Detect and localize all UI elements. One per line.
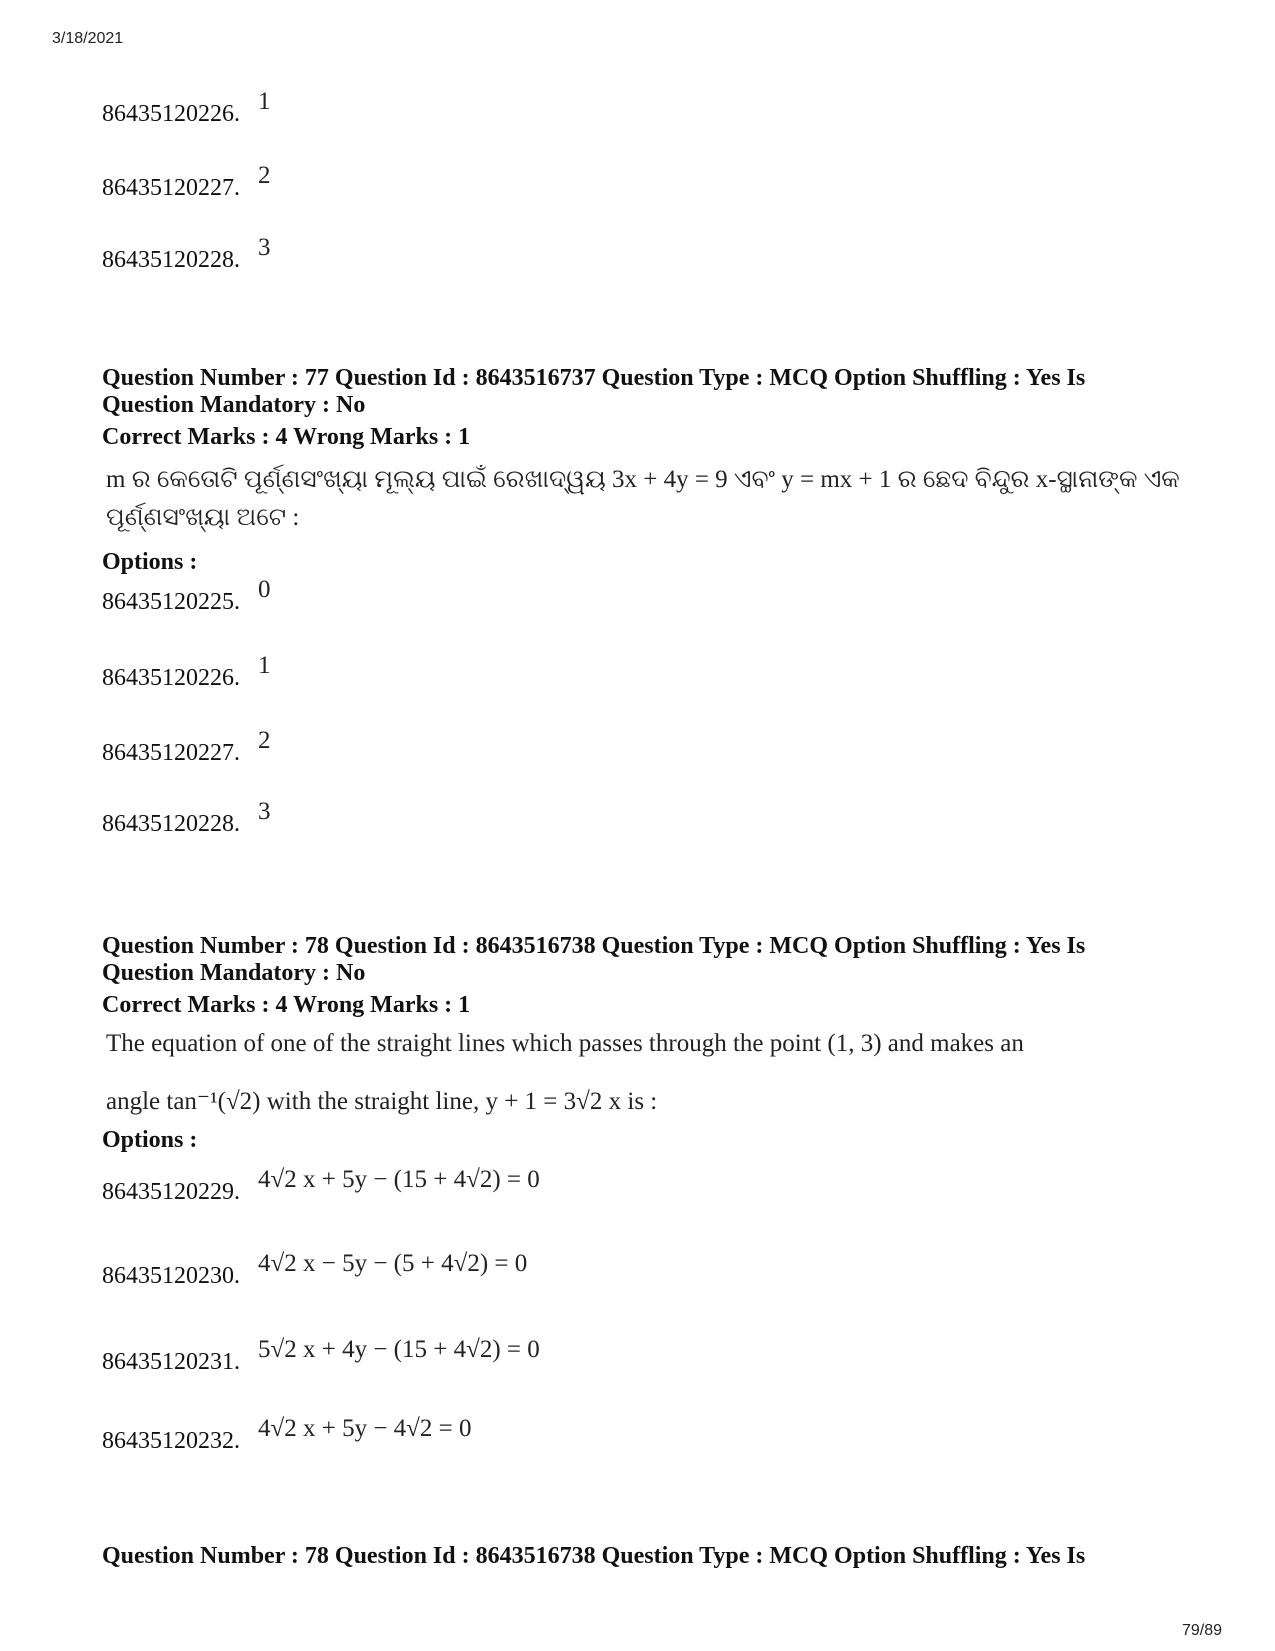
options-label: Options : <box>102 1127 198 1153</box>
page-number: 79/89 <box>1182 1622 1223 1639</box>
option-value: 2 <box>258 727 271 754</box>
option-value: 1 <box>258 88 271 115</box>
option-value: 1 <box>258 652 271 679</box>
question-78-header <box>102 933 1182 987</box>
question-78-marks: Correct Marks : 4 Wrong Marks : 1 <box>102 992 471 1018</box>
question-header-line: Question Number : 78 Question Id : 8643516738 Question Type : MCQ Option Shuffling : Yes Is <box>102 1543 1086 1569</box>
option-id: 86435120231. <box>102 1349 240 1375</box>
option-value: 4√2 x + 5y − (15 + 4√2) = 0 <box>258 1166 540 1193</box>
option-id: 86435120225. <box>102 589 240 615</box>
question-header-line: Question Mandatory : No <box>102 392 366 418</box>
option-value: 4√2 x + 5y − 4√2 = 0 <box>258 1415 472 1442</box>
option-value: 3 <box>258 234 271 261</box>
option-value: 0 <box>258 576 271 603</box>
option-id: 86435120228. <box>102 811 240 837</box>
question-text-line: m ର କେତୋଟି ପୂର୍ଣ୍ଣସଂଖ୍ୟା ମୂଲ୍ୟ ପାଇଁ ରେଖାଦ୍ୱୟ 3x + 4y = 9 ଏବଂ y = mx + 1 ର ଛେଦ ବିନ୍ଦୁର x-ସ୍ଥାନାଙ୍କ ଏକ <box>106 466 1180 493</box>
question-text-line: The equation of one of the straight lines which passes through the point (1, 3) and makes an <box>106 1030 1024 1057</box>
option-id: 86435120232. <box>102 1428 240 1454</box>
option-id: 86435120226. <box>102 101 240 127</box>
question-text-line: ପୂର୍ଣ୍ଣସଂଖ୍ୟା ଅଟେ : <box>106 504 300 531</box>
option-value: 3 <box>258 798 271 825</box>
question-header-line: Question Number : 78 Question Id : 8643516738 Question Type : MCQ Option Shuffling : Yes Is <box>102 933 1086 959</box>
option-id: 86435120229. <box>102 1179 240 1205</box>
option-id: 86435120226. <box>102 665 240 691</box>
option-id: 86435120227. <box>102 175 240 201</box>
question-header-line: Question Mandatory : No <box>102 960 366 986</box>
question-text-line: angle tan⁻¹(√2) with the straight line, y + 1 = 3√2 x is : <box>106 1088 658 1115</box>
option-id: 86435120230. <box>102 1263 240 1289</box>
options-label: Options : <box>102 549 198 575</box>
print-date: 3/18/2021 <box>52 30 124 47</box>
option-id: 86435120227. <box>102 740 240 766</box>
option-value: 5√2 x + 4y − (15 + 4√2) = 0 <box>258 1336 540 1363</box>
option-value: 2 <box>258 162 271 189</box>
option-id: 86435120228. <box>102 247 240 273</box>
question-77-marks: Correct Marks : 4 Wrong Marks : 1 <box>102 424 471 450</box>
question-77-text <box>106 466 1186 532</box>
option-value: 4√2 x − 5y − (5 + 4√2) = 0 <box>258 1250 528 1277</box>
question-77-header <box>102 365 1182 419</box>
next-question-header <box>102 1543 1182 1570</box>
question-header-line: Question Number : 77 Question Id : 8643516737 Question Type : MCQ Option Shuffling : Yes Is <box>102 365 1086 391</box>
question-78-text <box>106 1030 1186 1116</box>
